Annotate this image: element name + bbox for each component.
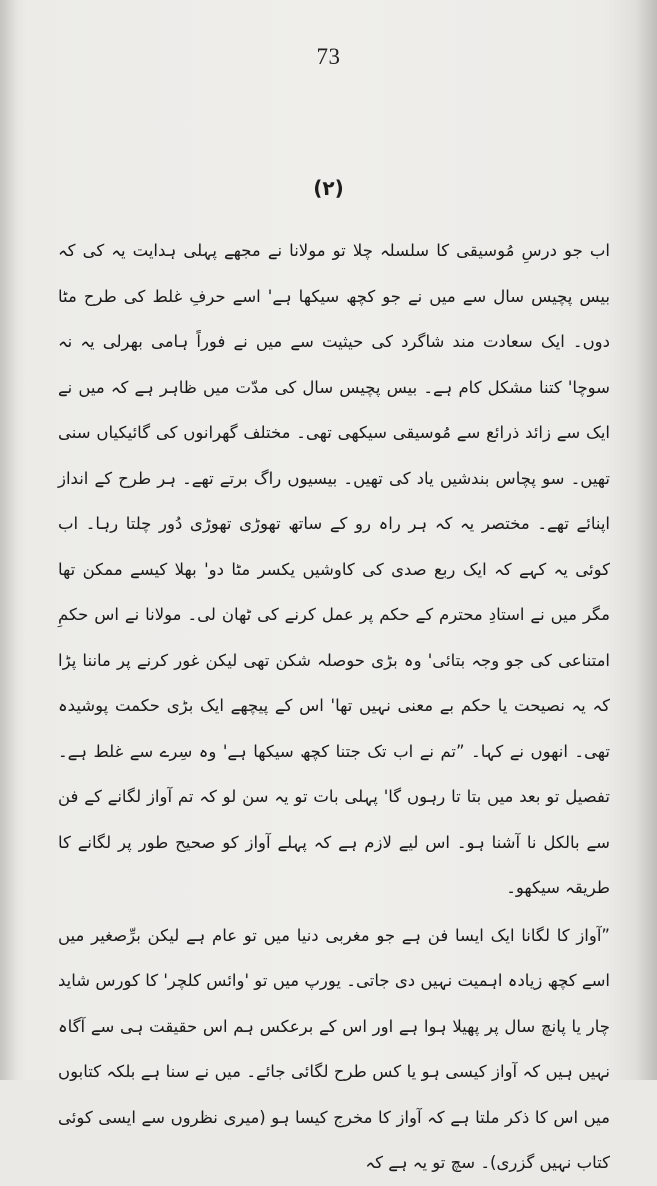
paragraph-2: ”آواز کا لگانا ایک ایسا فن ہے جو مغربی دنیا میں تو عام ہے لیکن برِّصغیر میں اسے کچھ زیادہ اہمیت نہیں دی جاتی۔ یورپ میں تو 'وائس کلچر' کا کورس شاید چار یا پانچ سال پر پھیلا ہوا ہے اور اس کے برعکس ہم اس حقیقت ہی سے آگاہ نہیں ہیں کہ آواز کیسی ہو یا کس طرح لگائی جائے۔ میں نے سنا ہے بلکہ کتابوں میں اس کا ذکر ملتا ہے کہ آواز کا مخرج کیسا ہو (میری نظروں سے ایسی کوئی کتاب نہیں گزری)۔ سچ تو یہ ہے کہ [58, 925, 610, 1172]
page-edge-shadow-left [0, 0, 18, 1080]
page-edge-shadow-right [635, 0, 657, 1080]
page-number: 73 [316, 44, 341, 69]
body-text [58, 228, 610, 1186]
section-heading: (۲) [313, 176, 344, 200]
paragraph-1: اب جو درسِ مُوسیقی کا سلسلہ چلا تو مولانا نے مجھے پہلی ہدایت یہ کی کہ بیس پچیس سال سے میں نے جو کچھ سیکھا ہے' اسے حرفِ غلط کی طرح مٹا دوں۔ ایک سعادت مند شاگرد کی حیثیت سے میں نے فوراً ہامی بھرلی یہ نہ سوچا' کتنا مشکل کام ہے۔ بیس پچیس سال کی مدّت میں ظاہر ہے کہ میں نے ایک سے زائد ذرائع سے مُوسیقی سیکھی تھی۔ مختلف گھرانوں کی گائیکیاں سنی تھیں۔ سو پچاس بندشیں یاد کی تھیں۔ بیسیوں راگ برتے تھے۔ ہر طرح کے انداز اپنائے تھے۔ مختصر یہ کہ ہر راہ رو کے ساتھ تھوڑی تھوڑی دُور چلتا رہا۔ اب کوئی یہ کہے کہ ایک ربع صدی کی کاوشیں یکسر مٹا دو' بھلا کیسے ممکن تھا مگر میں نے استادِ محترم کے حکم پر عمل کرنے کی ٹھان لی۔ مولانا نے اس حکمِ امتناعی کی جو وجہ بتائی' وہ بڑی حوصلہ شکن تھی لیکن غور کرنے پر ماننا پڑا کہ یہ نصیحت یا حکم بے معنی نہیں تھا' اس کے پیچھے ایک بڑی حکمت پوشیدہ تھی۔ انھوں نے کہا۔ ”تم نے اب تک جتنا کچھ سیکھا ہے' وہ سِرے سے غلط ہے۔ تفصیل تو بعد میں بتا تا رہوں گا' پہلی بات تو یہ سن لو کہ تم آواز لگانے کے فن سے بالکل نا آشنا ہو۔ اس لیے لازم ہے کہ پہلے آواز کو صحیح طور پر لگانے کا طریقہ سیکھو۔ [58, 241, 610, 897]
